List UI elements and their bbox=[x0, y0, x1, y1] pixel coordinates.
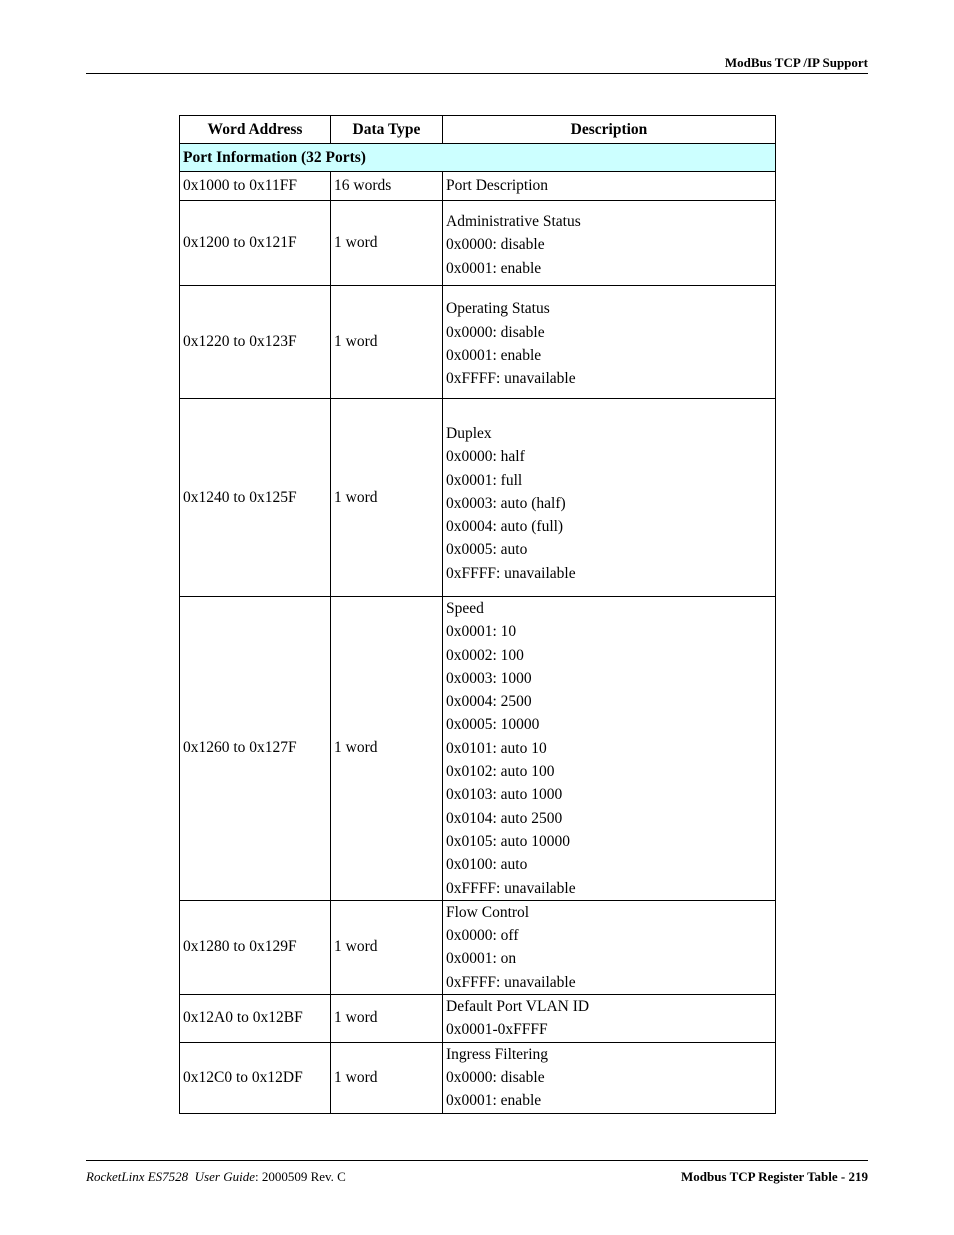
footer-guide: User Guide bbox=[194, 1169, 255, 1184]
word-address-cell: 0x1280 to 0x129F bbox=[180, 900, 331, 994]
table-row bbox=[180, 1042, 776, 1113]
data-type-cell: 16 words bbox=[331, 172, 443, 201]
data-type-cell: 1 word bbox=[331, 900, 443, 994]
description-cell bbox=[443, 201, 776, 286]
description-value: 0x0103: auto 1000 bbox=[446, 786, 563, 804]
section-row bbox=[180, 144, 776, 172]
description-value: 0x0001: on bbox=[446, 950, 517, 968]
description-value: 0x0100: auto bbox=[446, 856, 528, 874]
data-type-cell: 1 word bbox=[331, 201, 443, 286]
footer-rule bbox=[86, 1160, 868, 1161]
table-row bbox=[180, 900, 776, 994]
data-type-cell: 1 word bbox=[331, 1042, 443, 1113]
table-row bbox=[180, 995, 776, 1043]
description-value: 0x0004: 2500 bbox=[446, 693, 532, 711]
word-address-cell: 0x1240 to 0x125F bbox=[180, 399, 331, 597]
footer-doc-number: : 2000509 Rev. C bbox=[254, 1169, 346, 1184]
description-value: 0x0001: enable bbox=[446, 1092, 542, 1110]
description-value: 0x0001-0xFFFF bbox=[446, 1021, 548, 1039]
description-value: 0x0000: off bbox=[446, 927, 519, 945]
description-value: 0x0001: enable bbox=[446, 259, 542, 277]
description-title: Duplex bbox=[446, 424, 492, 442]
data-type-cell: 1 word bbox=[331, 286, 443, 399]
register-table bbox=[179, 115, 776, 1114]
description-value: 0xFFFF: unavailable bbox=[446, 879, 576, 897]
data-type-cell: 1 word bbox=[331, 597, 443, 901]
description-value: 0x0000: half bbox=[446, 448, 525, 466]
description-value: 0x0101: auto 10 bbox=[446, 739, 547, 757]
word-address-cell: 0x12A0 to 0x12BF bbox=[180, 995, 331, 1043]
description-value: 0xFFFF: unavailable bbox=[446, 973, 576, 991]
table-header-row bbox=[180, 116, 776, 144]
section-title: Port Information (32 Ports) bbox=[180, 144, 776, 172]
running-header: ModBus TCP /IP Support bbox=[724, 55, 868, 70]
description-value: 0xFFFF: unavailable bbox=[446, 370, 576, 388]
word-address-cell: 0x12C0 to 0x12DF bbox=[180, 1042, 331, 1113]
table-row bbox=[180, 172, 776, 201]
description-title: Flow Control bbox=[446, 903, 530, 921]
description-value: 0x0003: 1000 bbox=[446, 669, 532, 687]
col-header-description: Description bbox=[443, 116, 776, 144]
description-title: Operating Status bbox=[446, 300, 550, 318]
description-value: 0x0005: 10000 bbox=[446, 716, 540, 734]
description-title: Port Description bbox=[446, 177, 549, 195]
word-address-cell: 0x1260 to 0x127F bbox=[180, 597, 331, 901]
description-title: Default Port VLAN ID bbox=[446, 998, 590, 1016]
description-value: 0x0003: auto (half) bbox=[446, 494, 566, 512]
data-type-cell: 1 word bbox=[331, 399, 443, 597]
description-value: 0x0102: auto 100 bbox=[446, 763, 555, 781]
description-value: 0x0002: 100 bbox=[446, 646, 524, 664]
description-cell bbox=[443, 995, 776, 1043]
description-value: 0x0000: disable bbox=[446, 323, 545, 341]
header-rule bbox=[86, 73, 868, 74]
word-address-cell: 0x1200 to 0x121F bbox=[180, 201, 331, 286]
word-address-cell: 0x1000 to 0x11FF bbox=[180, 172, 331, 201]
description-value: 0x0005: auto bbox=[446, 541, 528, 559]
description-cell bbox=[443, 900, 776, 994]
description-value: 0x0105: auto 10000 bbox=[446, 832, 570, 850]
description-value: 0xFFFF: unavailable bbox=[446, 564, 576, 582]
description-cell bbox=[443, 597, 776, 901]
description-value: 0x0001: full bbox=[446, 471, 523, 489]
footer-product: RocketLinx ES7528 bbox=[86, 1169, 189, 1184]
description-cell bbox=[443, 1042, 776, 1113]
description-cell bbox=[443, 172, 776, 201]
description-value: 0x0000: disable bbox=[446, 1068, 545, 1086]
description-value: 0x0004: auto (full) bbox=[446, 518, 564, 536]
description-value: 0x0104: auto 2500 bbox=[446, 809, 563, 827]
description-value: 0x0000: disable bbox=[446, 236, 545, 254]
description-value: 0x0001: 10 bbox=[446, 623, 517, 641]
col-header-data-type: Data Type bbox=[331, 116, 443, 144]
word-address-cell: 0x1220 to 0x123F bbox=[180, 286, 331, 399]
table-row bbox=[180, 201, 776, 286]
data-type-cell: 1 word bbox=[331, 995, 443, 1043]
description-title: Ingress Filtering bbox=[446, 1045, 549, 1063]
description-cell bbox=[443, 286, 776, 399]
description-title: Speed bbox=[446, 600, 484, 617]
table-row bbox=[180, 597, 776, 901]
description-cell bbox=[443, 399, 776, 597]
description-value: 0x0001: enable bbox=[446, 347, 542, 364]
description-title: Administrative Status bbox=[446, 213, 581, 231]
footer-document-info bbox=[86, 1169, 346, 1185]
table-row bbox=[180, 286, 776, 399]
table-row bbox=[180, 399, 776, 597]
footer-page-label: Modbus TCP Register Table - 219 bbox=[681, 1169, 868, 1184]
col-header-word-address: Word Address bbox=[180, 116, 331, 144]
